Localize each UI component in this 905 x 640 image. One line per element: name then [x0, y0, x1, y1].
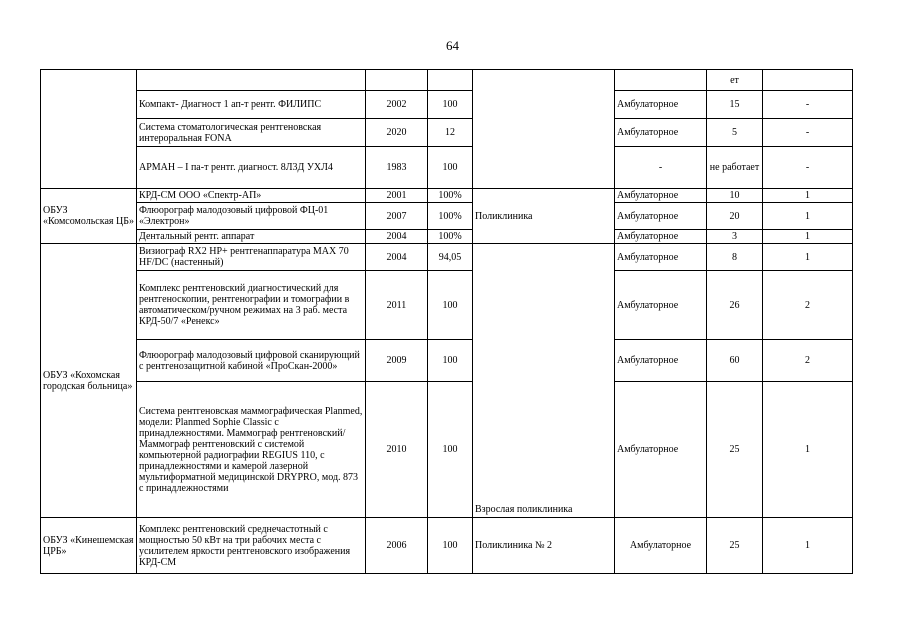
shifts-cell: 1 — [763, 203, 853, 230]
dept-name-cell: Поликлиника № 2 — [473, 518, 615, 574]
wear-cell: 100% — [428, 230, 473, 244]
year-cell — [366, 70, 428, 91]
year-cell: 2001 — [366, 189, 428, 203]
equipment-name-cell: КРД-СМ ООО «Спектр-АП» — [137, 189, 366, 203]
shifts-cell: - — [763, 119, 853, 147]
mode-cell: - — [615, 147, 707, 189]
mode-cell: Амбулаторное — [615, 119, 707, 147]
org-cell-empty — [41, 70, 137, 189]
table-row — [41, 119, 853, 147]
dept-name-cell: Взрослая поликлиника — [473, 244, 615, 518]
shifts-cell: 1 — [763, 518, 853, 574]
shifts-cell: 1 — [763, 230, 853, 244]
load-cell: 25 — [707, 382, 763, 518]
table-row — [41, 91, 853, 119]
shifts-cell: - — [763, 147, 853, 189]
equipment-name-cell: Дентальный рентг. аппарат — [137, 230, 366, 244]
wear-cell — [428, 70, 473, 91]
shifts-cell: 1 — [763, 382, 853, 518]
mode-cell: Амбулаторное — [615, 271, 707, 340]
page-number: 64 — [446, 38, 459, 53]
mode-cell: Амбулаторное — [615, 244, 707, 271]
wear-cell: 100% — [428, 203, 473, 230]
wear-cell: 12 — [428, 119, 473, 147]
load-cell: ет — [707, 70, 763, 91]
table-row — [41, 147, 853, 189]
equipment-name-cell: АРМАН – I па-т рентг. диагност. 8Л3Д УХЛ4 — [137, 147, 366, 189]
load-cell: 60 — [707, 340, 763, 382]
wear-cell: 100 — [428, 147, 473, 189]
table-row — [41, 340, 853, 382]
year-cell: 2020 — [366, 119, 428, 147]
equipment-name-cell: Флюорограф малодозовый цифровой сканирующий с рентгенозащитной кабиной «ПроСкан-2000» — [137, 340, 366, 382]
wear-cell: 100 — [428, 91, 473, 119]
table-row — [41, 203, 853, 230]
equipment-name-cell: Система рентгеновская маммографическая Planmed, модели: Planmed Sophie Classic с принадлежностями. Маммограф рентгеновский/ Маммограф рентгеновский с системой компьютерной радиографии REGIUS 110, с принадлежностями и камерой лазерной мультиформатной медицинской DRYPRO, мод. 873 с принадлежностями — [137, 382, 366, 518]
table-row — [41, 230, 853, 244]
dept-cell-empty — [473, 70, 615, 189]
wear-cell: 100 — [428, 340, 473, 382]
table-row — [41, 189, 853, 203]
table-row — [41, 70, 853, 91]
wear-cell: 100 — [428, 271, 473, 340]
equipment-name-cell: Компакт- Диагност 1 ап-т рентг. ФИЛИПС — [137, 91, 366, 119]
load-cell: 10 — [707, 189, 763, 203]
mode-cell: Амбулаторное — [615, 382, 707, 518]
mode-cell: Амбулаторное — [615, 518, 707, 574]
year-cell: 2004 — [366, 230, 428, 244]
table-row — [41, 271, 853, 340]
wear-cell: 94,05 — [428, 244, 473, 271]
wear-cell: 100 — [428, 518, 473, 574]
mode-cell: Амбулаторное — [615, 91, 707, 119]
wear-cell: 100% — [428, 189, 473, 203]
year-cell: 1983 — [366, 147, 428, 189]
equipment-name-cell: Флюорограф малодозовый цифровой ФЦ-01 «Электрон» — [137, 203, 366, 230]
equipment-name-cell: Система стоматологическая рентгеновская интероральная FONA — [137, 119, 366, 147]
shifts-cell: 1 — [763, 189, 853, 203]
year-cell: 2009 — [366, 340, 428, 382]
equipment-name-cell: Комплекс рентгеновский диагностический для рентгеноскопии, рентгенографии и томографии в автоматическом/ручном режимах на 3 раб. места КРД-50/7 «Ренекс» — [137, 271, 366, 340]
equipment-name-cell — [137, 70, 366, 91]
load-cell: 25 — [707, 518, 763, 574]
year-cell: 2010 — [366, 382, 428, 518]
wear-cell: 100 — [428, 382, 473, 518]
dept-name-cell: Поликлиника — [473, 189, 615, 244]
year-cell: 2007 — [366, 203, 428, 230]
shifts-cell: 2 — [763, 271, 853, 340]
shifts-cell: 2 — [763, 340, 853, 382]
load-cell: 15 — [707, 91, 763, 119]
mode-cell: Амбулаторное — [615, 189, 707, 203]
load-cell: 20 — [707, 203, 763, 230]
equipment-table — [40, 69, 853, 574]
mode-cell: Амбулаторное — [615, 203, 707, 230]
org-name-cell: ОБУЗ «Кохомская городская больница» — [41, 244, 137, 518]
load-cell: не работает — [707, 147, 763, 189]
table-row — [41, 382, 853, 518]
year-cell: 2011 — [366, 271, 428, 340]
mode-cell: Амбулаторное — [615, 340, 707, 382]
table-row — [41, 518, 853, 574]
mode-cell — [615, 70, 707, 91]
load-cell: 3 — [707, 230, 763, 244]
table-row — [41, 244, 853, 271]
mode-cell: Амбулаторное — [615, 230, 707, 244]
year-cell: 2006 — [366, 518, 428, 574]
equipment-name-cell: Визиограф RX2 HP+ рентгенаппаратура MAX 70 HF/DC (настенный) — [137, 244, 366, 271]
equipment-name-cell: Комплекс рентгеновский среднечастотный с мощностью 50 кВт на три рабочих места с усилителем яркости рентгеновского изображения КРД-СМ — [137, 518, 366, 574]
load-cell: 8 — [707, 244, 763, 271]
shifts-cell: - — [763, 91, 853, 119]
year-cell: 2002 — [366, 91, 428, 119]
load-cell: 26 — [707, 271, 763, 340]
org-name-cell: ОБУЗ «Комсомольская ЦБ» — [41, 189, 137, 244]
load-cell: 5 — [707, 119, 763, 147]
org-name-cell: ОБУЗ «Кинешемская ЦРБ» — [41, 518, 137, 574]
shifts-cell: 1 — [763, 244, 853, 271]
shifts-cell — [763, 70, 853, 91]
year-cell: 2004 — [366, 244, 428, 271]
